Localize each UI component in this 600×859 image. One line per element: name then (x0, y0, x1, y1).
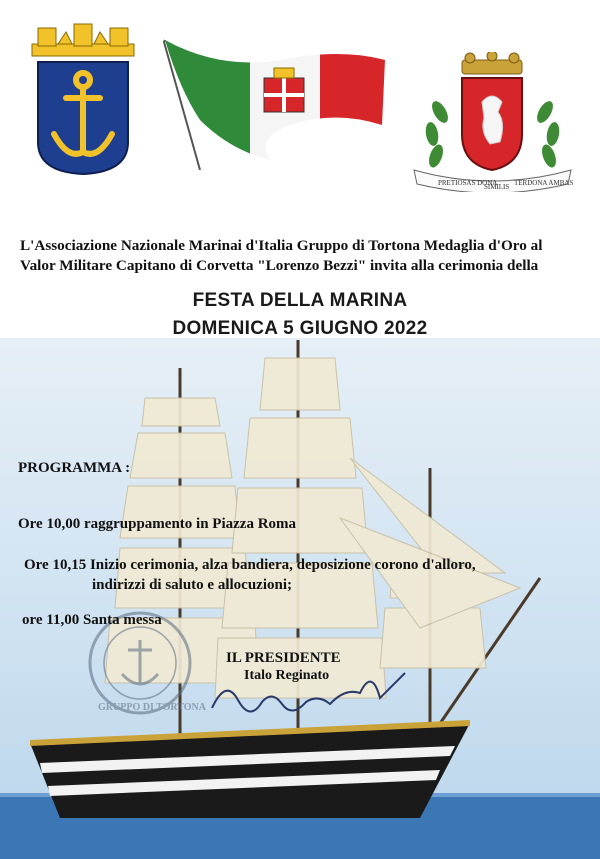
italian-navy-flag-icon (160, 30, 390, 170)
program-item-2-continued: indirizzi di saluto e allocuzioni; (92, 577, 293, 593)
naval-crown-icon (32, 24, 134, 56)
intro-paragraph (20, 236, 590, 276)
tortona-coat-of-arms-icon (410, 52, 575, 192)
intro-line-1: L'Associazione Nazionale Marinai d'Italia Gruppo di Tortona Medaglia d'Oro al (20, 237, 543, 254)
motto-right: TERDONA AMBAS (514, 179, 574, 187)
program-item-1: Ore 10,00 raggruppamento in Piazza Roma (18, 516, 297, 532)
motto-left: PRETIOSAS DONA (438, 179, 498, 187)
program-heading: PROGRAMMA : (18, 460, 131, 476)
tall-ship-image (0, 338, 600, 859)
lion-icon (482, 96, 503, 144)
motto-mid: SIMILIS (484, 183, 510, 191)
stamp-text: GRUPPO DI TORTONA (98, 702, 206, 713)
president-name: Italo Reginato (244, 668, 330, 683)
program-item-2: Ore 10,15 Inizio cerimonia, alza bandiera, deposizione corono d'alloro, (24, 557, 476, 573)
intro-line-2: Valor Militare Capitano di Corvetta "Lorenzo Bezzi" invita alla cerimonia della (20, 257, 539, 274)
event-title: FESTA DELLA MARINA (192, 290, 408, 311)
event-date: DOMENICA 5 GIUGNO 2022 (172, 318, 428, 339)
president-title: IL PRESIDENTE (226, 650, 341, 666)
program-item-3: ore 11,00 Santa messa (22, 612, 162, 628)
anchor-crest-icon (28, 22, 138, 177)
crown-icon (462, 52, 522, 74)
ship-hull (30, 720, 470, 818)
